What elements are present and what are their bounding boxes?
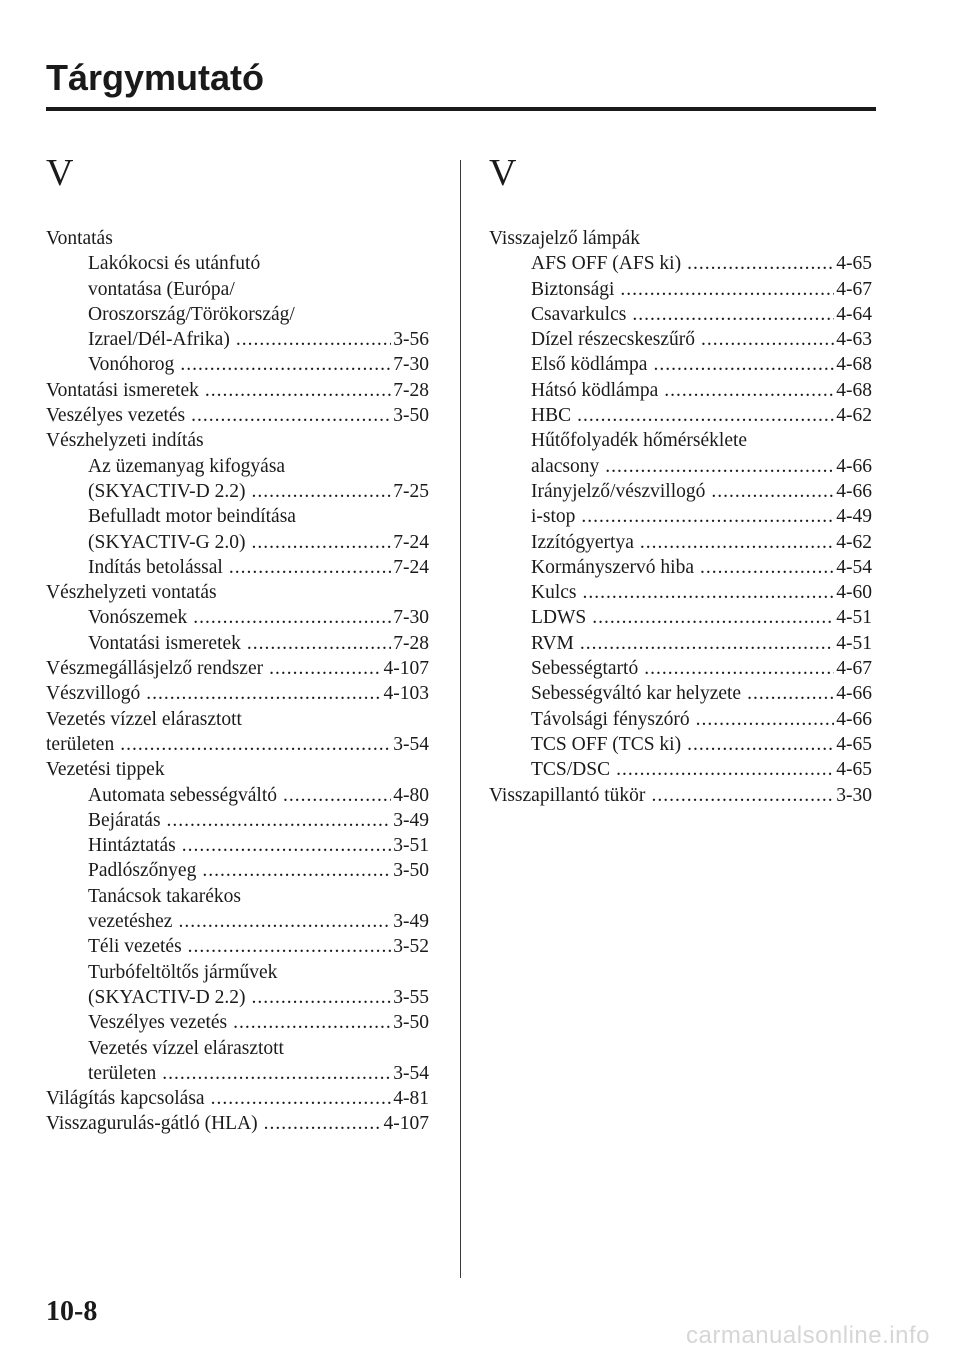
dot-leader [247, 631, 391, 656]
dot-leader [188, 934, 392, 959]
dot-leader [251, 985, 391, 1010]
dot-leader [701, 327, 834, 352]
dot-leader [211, 1086, 392, 1111]
index-entry [489, 479, 872, 504]
entry-label: Az üzemanyag kifogyása [88, 455, 286, 477]
entry-page-ref: 3-52 [393, 936, 429, 958]
entry-page-ref: 4-64 [836, 303, 872, 325]
entry-label: Vészmegállásjelző rendszer [46, 658, 264, 680]
entry-label: Vészhelyzeti vontatás [46, 582, 217, 604]
index-entry [489, 327, 872, 352]
dot-leader [120, 732, 391, 757]
index-entry [46, 403, 429, 428]
entry-label: Izrael/Dél-Afrika) [88, 329, 230, 351]
index-entry [46, 1061, 429, 1086]
dot-leader [580, 631, 834, 656]
entry-page-ref: 7-28 [393, 632, 429, 654]
index-column-left [46, 150, 429, 1137]
index-entry [46, 631, 429, 656]
index-entry [46, 1111, 429, 1136]
index-entry [46, 783, 429, 808]
entry-page-ref: 7-25 [393, 480, 429, 502]
page-title: Tárgymutató [46, 57, 265, 98]
dot-leader [632, 302, 834, 327]
dot-leader [178, 909, 391, 934]
index-entry [489, 428, 872, 453]
entry-label: Visszapillantó tükör [489, 784, 646, 806]
entry-label: Sebességváltó kar helyzete [531, 683, 742, 705]
entry-page-ref: 4-68 [836, 379, 872, 401]
entry-page-ref: 3-50 [393, 860, 429, 882]
entry-page-ref: 3-51 [393, 835, 429, 857]
entry-page-ref: 7-24 [393, 556, 429, 578]
index-entry [46, 757, 429, 782]
index-entry [46, 504, 429, 529]
dot-leader [205, 378, 391, 403]
entry-page-ref: 3-30 [836, 784, 872, 806]
index-column-right [489, 150, 872, 808]
entry-label: Hátsó ködlámpa [531, 379, 659, 401]
entry-page-ref: 4-68 [836, 354, 872, 376]
entry-label: Biztonsági [531, 278, 615, 300]
entry-label: Vontatás [46, 228, 113, 249]
index-entry [46, 555, 429, 580]
dot-leader [283, 783, 391, 808]
index-entry [46, 909, 429, 934]
index-entry [489, 251, 872, 276]
entry-page-ref: 4-66 [836, 480, 872, 502]
header-rule [46, 107, 876, 111]
entry-page-ref: 3-54 [393, 733, 429, 755]
index-entry [46, 656, 429, 681]
dot-leader [711, 479, 834, 504]
index-entry [46, 302, 429, 327]
dot-leader [162, 1061, 391, 1086]
entry-page-ref: 7-24 [393, 531, 429, 553]
entry-label: RVM [531, 632, 574, 654]
index-entry [46, 681, 429, 706]
section-letter: V [489, 152, 517, 194]
dot-leader [577, 403, 834, 428]
entry-label: TCS OFF (TCS ki) [531, 733, 682, 755]
entry-label: Világítás kapcsolása [46, 1088, 205, 1110]
entry-page-ref: 3-49 [393, 911, 429, 933]
entry-page-ref: 4-60 [836, 582, 872, 604]
entry-label: Vontatási ismeretek [46, 379, 199, 401]
index-entry [489, 277, 872, 302]
entry-page-ref: 4-103 [383, 683, 429, 705]
entry-label: területen [46, 733, 115, 755]
index-entry [46, 530, 429, 555]
section-letter: V [46, 152, 74, 194]
entry-label: Vezetés vízzel elárasztott [46, 708, 242, 730]
index-entry [46, 1086, 429, 1111]
index-entry [46, 808, 429, 833]
index-entry [489, 378, 872, 403]
index-entry [46, 251, 429, 276]
entry-label: AFS OFF (AFS ki) [531, 253, 682, 275]
dot-leader [146, 681, 381, 706]
dot-leader [664, 378, 834, 403]
index-entry [489, 555, 872, 580]
index-entry [46, 985, 429, 1010]
entry-label: HBC [531, 405, 572, 427]
index-entry [489, 454, 872, 479]
index-entry [46, 1036, 429, 1061]
entry-label: Hűtőfolyadék hőmérséklete [531, 430, 748, 452]
index-entry [46, 479, 429, 504]
dot-leader [696, 707, 835, 732]
entry-label: Vonószemek [88, 607, 188, 629]
dot-leader [180, 352, 391, 377]
dot-leader [202, 858, 391, 883]
entry-label: Kormányszervó hiba [531, 556, 694, 578]
index-entry [46, 833, 429, 858]
entry-page-ref: 4-67 [836, 278, 872, 300]
index-entry [46, 960, 429, 985]
dot-leader [592, 605, 834, 630]
page-number: 10-8 [46, 1296, 98, 1327]
entry-label: Automata sebességváltó [88, 784, 277, 806]
dot-leader [640, 530, 834, 555]
index-entry [46, 580, 429, 605]
dot-leader [193, 605, 391, 630]
entry-page-ref: 3-54 [393, 1062, 429, 1084]
entry-page-ref: 4-67 [836, 658, 872, 680]
index-entry [489, 352, 872, 377]
index-entry [46, 277, 429, 302]
dot-leader [651, 783, 834, 808]
dot-leader [229, 555, 391, 580]
index-entry [46, 884, 429, 909]
dot-leader [251, 479, 391, 504]
dot-leader [264, 1111, 382, 1136]
index-entry [46, 605, 429, 630]
index-entry [46, 454, 429, 479]
index-entry [489, 783, 872, 808]
index-entry [489, 732, 872, 757]
entry-label: Veszélyes vezetés [46, 405, 186, 427]
entry-label: Izzítógyertya [531, 531, 634, 553]
entry-page-ref: 4-51 [836, 632, 872, 654]
watermark-text: carmanualsonline.info [686, 1322, 930, 1349]
entry-label: vontatása (Európa/ [88, 278, 235, 300]
index-entry [489, 757, 872, 782]
entry-label: Turbófeltöltős járművek [88, 961, 278, 983]
index-entry [489, 681, 872, 706]
index-entry [489, 226, 872, 251]
entry-label: Vontatási ismeretek [88, 632, 241, 654]
index-entry [489, 580, 872, 605]
entry-label: Visszagurulás-gátló (HLA) [46, 1113, 258, 1135]
index-entry [46, 428, 429, 453]
entry-label: Veszélyes vezetés [88, 1012, 228, 1034]
dot-leader [747, 681, 834, 706]
entry-page-ref: 4-65 [836, 253, 872, 275]
dot-leader [644, 656, 834, 681]
entry-page-ref: 7-28 [393, 379, 429, 401]
index-entries [46, 226, 429, 1137]
entry-label: Irányjelző/vészvillogó [531, 480, 706, 502]
entry-page-ref: 7-30 [393, 354, 429, 376]
entry-label: Vészhelyzeti indítás [46, 430, 204, 452]
entry-page-ref: 4-63 [836, 329, 872, 351]
entry-page-ref: 4-65 [836, 733, 872, 755]
dot-leader [182, 833, 392, 858]
entry-page-ref: 4-65 [836, 759, 872, 781]
dot-leader [167, 808, 392, 833]
entry-label: alacsony [531, 455, 600, 477]
entry-label: (SKYACTIV-D 2.2) [88, 986, 246, 1008]
index-entry [46, 858, 429, 883]
index-entry [489, 707, 872, 732]
entry-page-ref: 4-66 [836, 455, 872, 477]
column-divider [460, 160, 461, 1278]
dot-leader [251, 530, 391, 555]
entry-label: Indítás betolással [88, 556, 223, 578]
index-entry [46, 934, 429, 959]
entry-page-ref: 3-56 [393, 329, 429, 351]
index-entry [46, 378, 429, 403]
index-entry [46, 327, 429, 352]
index-entry [489, 605, 872, 630]
index-entry [46, 226, 429, 251]
entry-label: Sebességtartó [531, 658, 639, 680]
dot-leader [605, 454, 834, 479]
index-entry [46, 1010, 429, 1035]
dot-leader [653, 352, 834, 377]
dot-leader [616, 757, 834, 782]
entry-label: LDWS [531, 607, 587, 629]
index-entries [489, 226, 872, 808]
entry-label: (SKYACTIV-G 2.0) [88, 531, 246, 553]
entry-page-ref: 7-30 [393, 607, 429, 629]
entry-label: Csavarkulcs [531, 303, 627, 325]
dot-leader [687, 732, 834, 757]
entry-page-ref: 4-49 [836, 506, 872, 528]
index-entry [489, 302, 872, 327]
index-entry [489, 530, 872, 555]
entry-label: Vonóhorog [88, 354, 175, 376]
dot-leader [687, 251, 834, 276]
entry-label: TCS/DSC [531, 759, 611, 781]
entry-label: Téli vezetés [88, 936, 182, 958]
entry-label: i-stop [531, 506, 576, 528]
entry-label: Vezetés vízzel elárasztott [88, 1037, 284, 1059]
dot-leader [236, 327, 391, 352]
entry-label: Bejáratás [88, 809, 161, 831]
entry-page-ref: 4-62 [836, 531, 872, 553]
entry-label: vezetéshez [88, 911, 173, 933]
entry-label: Hintáztatás [88, 835, 176, 857]
entry-page-ref: 3-55 [393, 986, 429, 1008]
entry-label: Kulcs [531, 582, 577, 604]
dot-leader [620, 277, 834, 302]
entry-page-ref: 4-107 [383, 1113, 429, 1135]
entry-label: Távolsági fényszóró [531, 708, 690, 730]
entry-label: Visszajelző lámpák [489, 228, 640, 249]
index-entry [46, 732, 429, 757]
index-entry [489, 504, 872, 529]
entry-page-ref: 4-66 [836, 683, 872, 705]
entry-label: Első ködlámpa [531, 354, 648, 376]
entry-page-ref: 4-62 [836, 405, 872, 427]
entry-page-ref: 4-54 [836, 556, 872, 578]
entry-page-ref: 4-80 [393, 784, 429, 806]
entry-label: területen [88, 1062, 157, 1084]
index-entry [489, 403, 872, 428]
dot-leader [581, 504, 834, 529]
entry-label: (SKYACTIV-D 2.2) [88, 480, 246, 502]
entry-page-ref: 3-50 [393, 1012, 429, 1034]
entry-page-ref: 4-66 [836, 708, 872, 730]
entry-label: Vezetési tippek [46, 759, 165, 781]
dot-leader [269, 656, 381, 681]
entry-page-ref: 3-50 [393, 405, 429, 427]
index-entry [46, 352, 429, 377]
entry-label: Vészvillogó [46, 683, 141, 705]
index-entry [489, 656, 872, 681]
dot-leader [191, 403, 391, 428]
entry-label: Tanácsok takarékos [88, 885, 241, 907]
entry-page-ref: 4-51 [836, 607, 872, 629]
entry-label: Oroszország/Törökország/ [88, 303, 295, 325]
dot-leader [233, 1010, 391, 1035]
entry-page-ref: 4-107 [383, 658, 429, 680]
entry-label: Padlószőnyeg [88, 860, 197, 882]
entry-page-ref: 3-49 [393, 809, 429, 831]
entry-label: Befulladt motor beindítása [88, 506, 296, 528]
entry-page-ref: 4-81 [393, 1088, 429, 1110]
entry-label: Lakókocsi és utánfutó [88, 253, 261, 275]
entry-label: Dízel részecskeszűrő [531, 329, 696, 351]
index-entry [46, 707, 429, 732]
dot-leader [700, 555, 834, 580]
dot-leader [583, 580, 835, 605]
index-entry [489, 631, 872, 656]
